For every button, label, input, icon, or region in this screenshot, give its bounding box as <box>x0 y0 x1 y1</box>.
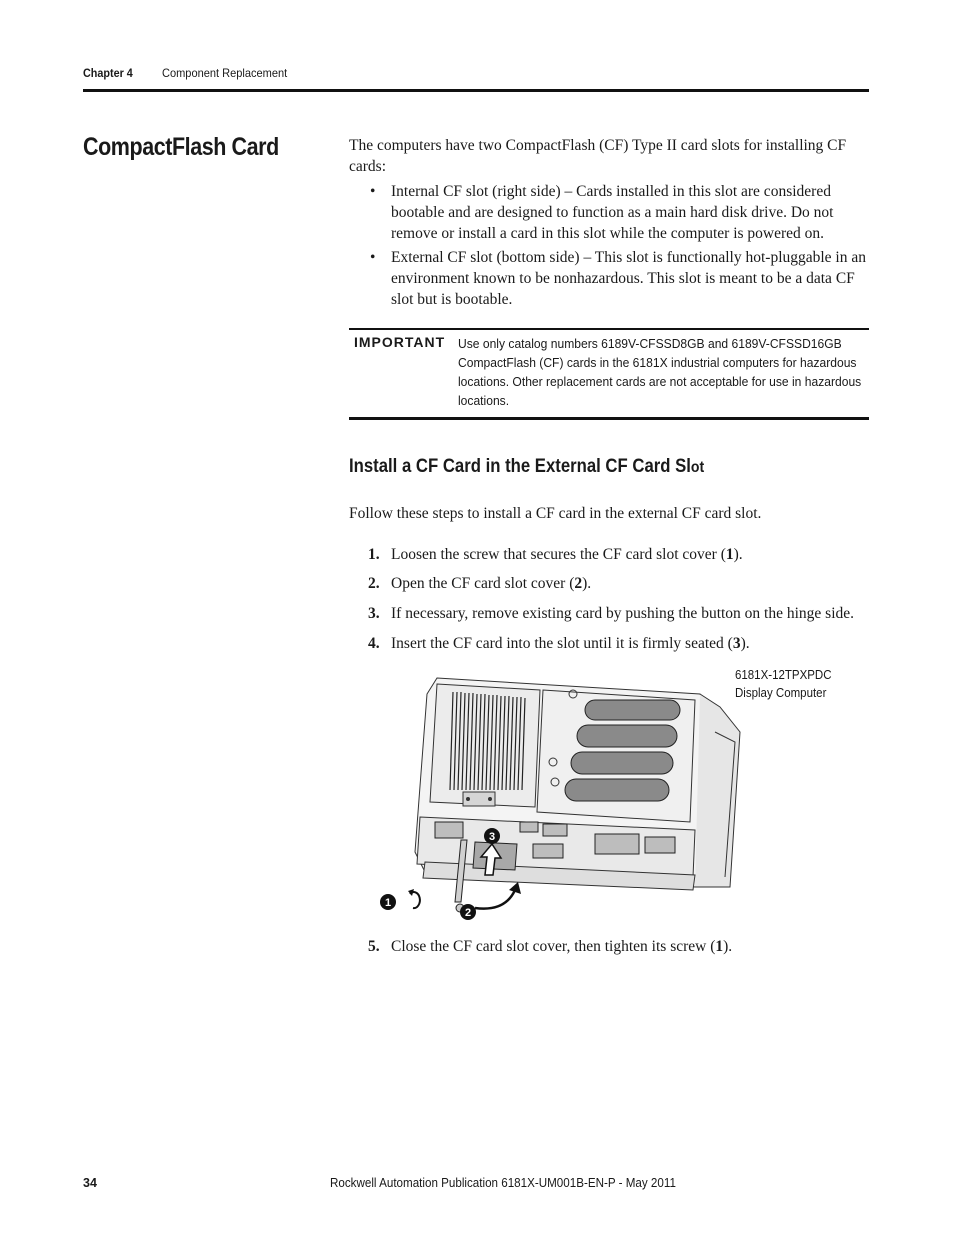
bullet-item-internal <box>370 181 870 244</box>
important-label: IMPORTANT <box>354 334 446 350</box>
figure-caption-model: 6181X-12TPXPDC <box>735 668 832 682</box>
chapter-title: Component Replacement <box>162 66 288 80</box>
important-notice <box>349 328 869 420</box>
section-heading: CompactFlash Card <box>83 133 279 161</box>
procedure-heading-tail: ot <box>690 459 705 476</box>
intro-paragraph: The computers have two CompactFlash (CF) Type II card slots for installing CF cards: <box>349 137 847 175</box>
step-ref: 1 <box>725 546 734 563</box>
important-text: Use only catalog numbers 6189V-CFSSD8GB and 6189V-CFSSD16GB CompactFlash (CF) cards in the 6181X industrial computers for hazardous locations. Other replacement cards are not acceptable for use in hazardous locations. <box>458 336 862 408</box>
figure-caption-desc: Display Computer <box>735 686 827 700</box>
header-rule <box>83 89 869 92</box>
procedure-heading-main: Install a CF Card in the External CF Card Sl <box>349 456 691 477</box>
step-number: 5. <box>368 938 380 955</box>
procedure-intro: Follow these steps to install a CF card in the external CF card slot. <box>349 505 762 522</box>
callout-1-label: 1 <box>384 897 392 909</box>
page-number: 34 <box>83 1176 97 1190</box>
publication-info: Rockwell Automation Publication 6181X-UM001B-EN-P - May 2011 <box>330 1176 676 1190</box>
chapter-label: Chapter 4 <box>83 66 133 80</box>
procedure-heading <box>349 456 704 478</box>
step-text-end: ). <box>582 575 592 592</box>
step-text: Loosen the screw that secures the CF card slot cover ( <box>391 546 726 563</box>
step-text: Open the CF card slot cover ( <box>391 575 575 592</box>
step-number: 3. <box>368 605 380 622</box>
step-ref: 3 <box>732 635 741 652</box>
callout-3-label: 3 <box>488 831 496 843</box>
step-text: If necessary, remove existing card by pushing the button on the hinge side. <box>391 605 855 622</box>
step-5 <box>368 936 868 957</box>
step-4 <box>368 633 868 654</box>
step-ref: 1 <box>715 938 724 955</box>
step-1 <box>368 544 868 565</box>
step-2 <box>368 573 868 594</box>
bullet-item-external <box>370 247 870 310</box>
step-text-end: ). <box>723 938 733 955</box>
step-text-end: ). <box>740 635 750 652</box>
step-text-end: ). <box>733 546 743 563</box>
step-text: Close the CF card slot cover, then tighten its screw ( <box>391 938 716 955</box>
bullet-text: Internal CF slot (right side) – Cards installed in this slot are considered bootable and are designed to function as a main hard disk drive. Do not remove or install a card in this slot while the computer is powered on. <box>391 183 834 242</box>
bullet-marker: • <box>370 183 376 200</box>
callout-2-label: 2 <box>464 907 472 919</box>
step-number: 1. <box>368 546 380 563</box>
bullet-text: External CF slot (bottom side) – This slot is functionally hot-pluggable in an environment known to be nonhazardous. This slot is meant to be a data CF slot but is bootable. <box>391 249 866 308</box>
step-number: 4. <box>368 635 380 652</box>
step-3 <box>368 603 868 624</box>
step-text: Insert the CF card into the slot until it is firmly seated ( <box>391 635 733 652</box>
slot-bullet-list <box>370 181 870 313</box>
step-number: 2. <box>368 575 380 592</box>
bullet-marker: • <box>370 249 376 266</box>
display-computer-illustration <box>375 672 755 927</box>
step-ref: 2 <box>574 575 583 592</box>
